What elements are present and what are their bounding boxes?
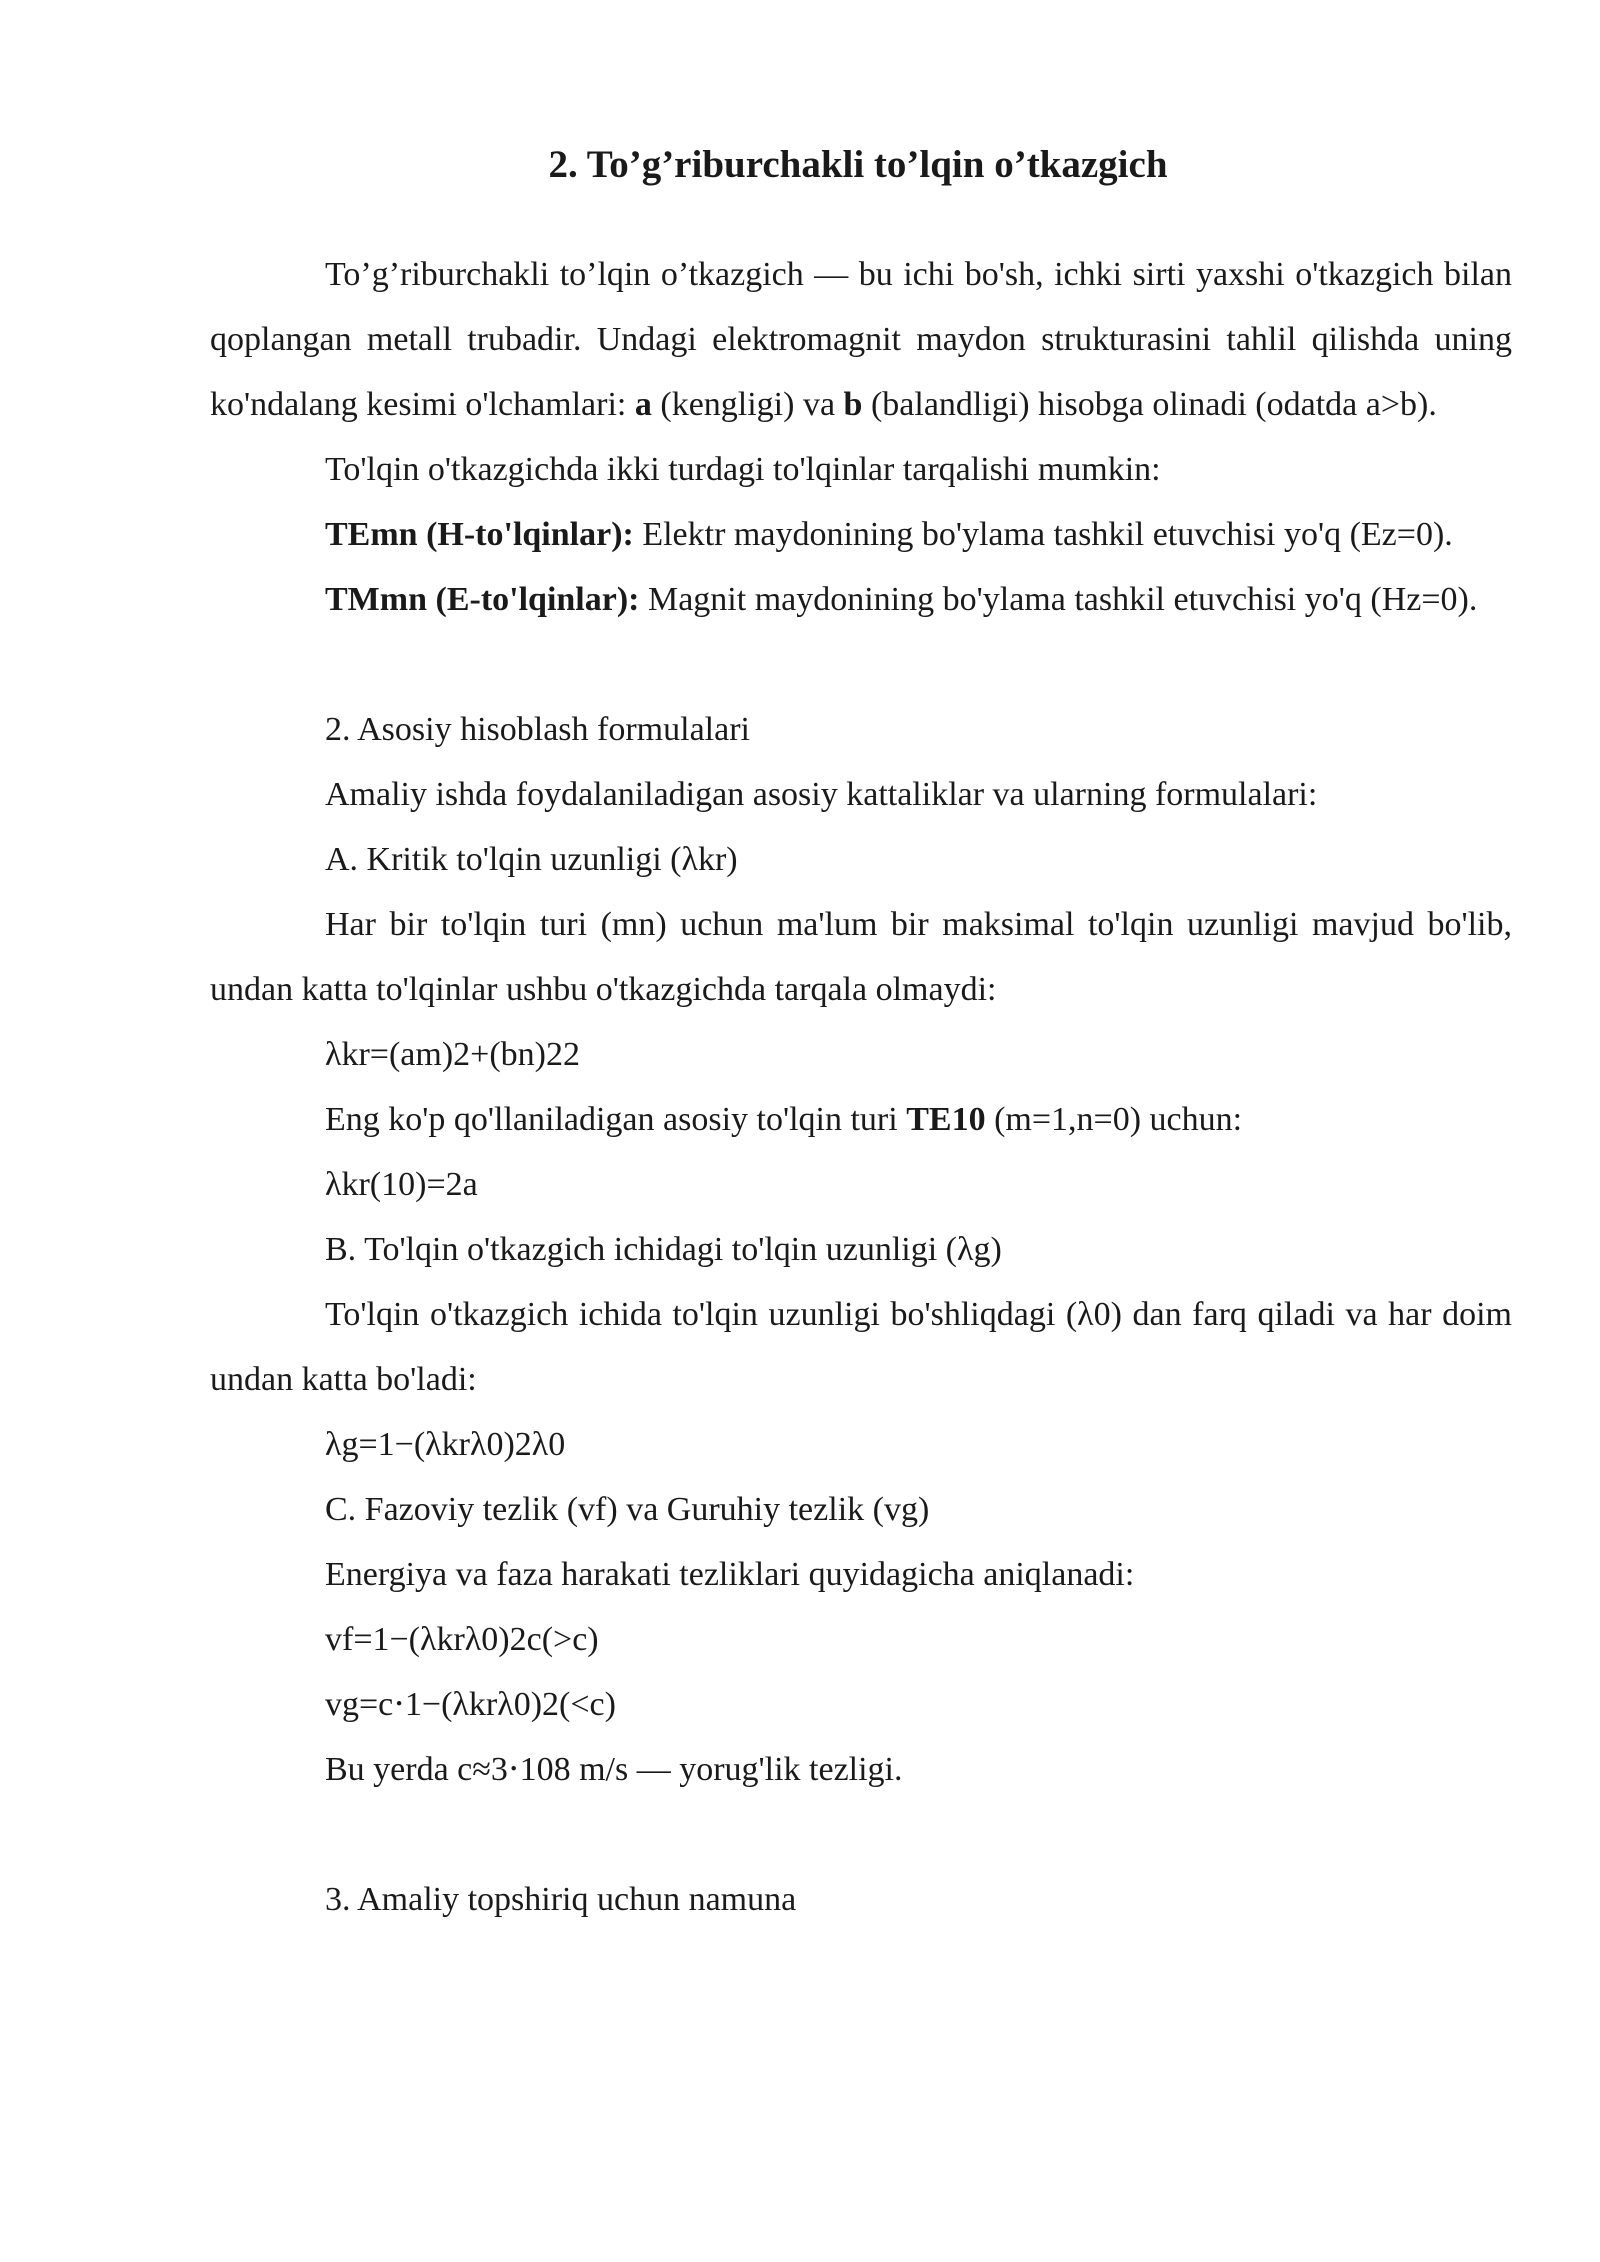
te10-text-1: Eng ko'p qo'llaniladigan asosiy to'lqin turi — [325, 1101, 907, 1138]
te10-text-2: (m=1,n=0) uchun: — [985, 1101, 1243, 1138]
light-speed-note: Bu yerda c≈3⋅108 m/s — yorug'lik tezligi. — [325, 1751, 903, 1788]
section2-heading: 2. Asosiy hisoblash formulalari — [325, 711, 750, 748]
wave-types-intro: To'lqin o'tkazgichda ikki turdagi to'lqinlar tarqalishi mumkin: — [325, 451, 1161, 488]
tm-wave-label: TMmn (E-to'lqinlar): — [325, 581, 640, 618]
tm-wave-paragraph — [210, 567, 1512, 632]
te10-line — [210, 1087, 1512, 1152]
intro-text-2: (kengligi) va — [651, 386, 844, 423]
dimension-b: b — [843, 386, 863, 423]
intro-paragraph — [210, 242, 1512, 437]
section3-heading: 3. Amaliy topshiriq uchun namuna — [325, 1881, 797, 1918]
page-title: 2. To’g’riburchakli to’lqin o’tkazgich — [548, 143, 1168, 186]
guide-wavelength-heading: B. To'lqin o'tkazgich ichidagi to'lqin uzunligi (λg) — [325, 1231, 1002, 1268]
spacer — [210, 632, 1512, 697]
guide-wavelength-formula: λg=1−(λkrλ0)2λ0 — [325, 1426, 566, 1463]
intro-text-3: (balandligi) hisobga olinadi (odatda a>b). — [862, 386, 1437, 423]
guide-wavelength-text: To'lqin o'tkazgich ichida to'lqin uzunligi bo'shliqdagi (λ0) dan farq qiladi va har doim undan katta bo'ladi: — [210, 1296, 1512, 1398]
spacer — [210, 1802, 1512, 1867]
critical-wavelength-text: Har bir to'lqin turi (mn) uchun ma'lum bir maksimal to'lqin uzunligi mavjud bo'lib, undan katta to'lqinlar ushbu o'tkazgichda tarqala olmaydi: — [210, 906, 1512, 1008]
velocity-text: Energiya va faza harakati tezliklari quyidagicha aniqlanadi: — [325, 1556, 1135, 1593]
te10-label: TE10 — [906, 1101, 986, 1138]
velocity-heading: C. Fazoviy tezlik (vf) va Guruhiy tezlik (vg) — [325, 1491, 930, 1528]
phase-velocity-formula: vf=1−(λkrλ0)2c(>c) — [325, 1621, 599, 1658]
document-body — [210, 242, 1512, 1932]
te10-formula: λkr(10)=2a — [325, 1166, 478, 1203]
intro-text-1: To’g’riburchakli to’lqin o’tkazgich — bu ichi bo'sh, ichki sirti yaxshi o'tkazgich bilan qoplangan metall trubadir. Undagi elektromagnit maydon strukturasini tahlil qilishda uning ko'ndalang kesimi o'lchamlari: — [210, 256, 1512, 423]
section2-intro: Amaliy ishda foydalaniladigan asosiy kattaliklar va ularning formulalari: — [325, 776, 1318, 813]
te-wave-label: TEmn (H-to'lqinlar): — [325, 516, 634, 553]
critical-wavelength-formula: λkr=(am)2+(bn)22 — [325, 1036, 580, 1073]
te-wave-text: Elektr maydonining bo'ylama tashkil etuvchisi yo'q (Ez=0). — [633, 516, 1453, 553]
dimension-a: a — [634, 386, 652, 423]
critical-wavelength-heading: A. Kritik to'lqin uzunligi (λkr) — [325, 841, 738, 878]
tm-wave-text: Magnit maydonining bo'ylama tashkil etuvchisi yo'q (Hz=0). — [639, 581, 1478, 618]
group-velocity-formula: vg=c⋅1−(λkrλ0)2(<c) — [325, 1686, 616, 1723]
te-wave-paragraph — [210, 502, 1512, 567]
